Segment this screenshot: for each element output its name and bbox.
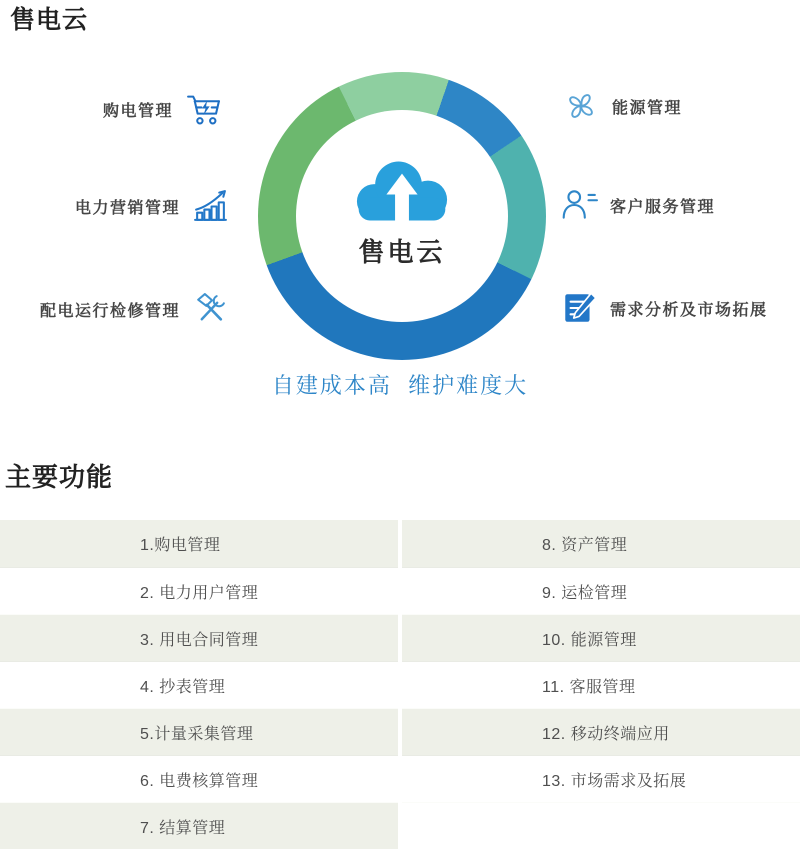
feature-energy-mgmt bbox=[562, 87, 682, 125]
feature-purchase-mgmt bbox=[103, 90, 222, 128]
feature-cell-left: 7. 结算管理 bbox=[0, 802, 398, 849]
growth-chart-icon bbox=[192, 188, 229, 225]
feature-cell-right: 8. 资产管理 bbox=[402, 520, 800, 567]
feature-cell-right: 9. 运检管理 bbox=[402, 567, 800, 614]
feature-cell-right: 12. 移动终端应用 bbox=[402, 708, 800, 755]
diagram-caption: 自建成本高 维护难度大 bbox=[271, 373, 529, 398]
feature-cell-left: 4. 抄表管理 bbox=[0, 661, 398, 708]
feature-label: 电力营销管理 bbox=[74, 199, 180, 217]
feature-cell-left: 1.购电管理 bbox=[0, 520, 398, 567]
ring-center-label: 售电云 bbox=[358, 237, 446, 267]
section-title: 主要功能 bbox=[5, 462, 114, 492]
feature-label: 能源管理 bbox=[612, 99, 683, 117]
feature-label: 需求分析及市场拓展 bbox=[610, 301, 768, 319]
feature-label: 购电管理 bbox=[102, 102, 173, 120]
feature-cell-left: 2. 电力用户管理 bbox=[0, 567, 398, 614]
feature-cell-left: 3. 用电合同管理 bbox=[0, 614, 398, 661]
cart-lightning-icon bbox=[185, 91, 222, 128]
feature-label: 客户服务管理 bbox=[610, 198, 716, 216]
feature-cell-left: 5.计量采集管理 bbox=[0, 708, 398, 755]
feature-label: 配电运行检修管理 bbox=[39, 302, 180, 320]
tools-icon bbox=[192, 291, 229, 328]
table-row bbox=[0, 614, 800, 661]
feature-cell-right: 11. 客服管理 bbox=[402, 661, 800, 708]
table-row bbox=[0, 708, 800, 755]
page-title: 售电云 bbox=[10, 6, 89, 34]
feature-marketing-mgmt bbox=[75, 187, 229, 225]
table-row bbox=[0, 520, 800, 567]
feature-demand-analysis bbox=[560, 289, 768, 327]
table-row bbox=[0, 802, 800, 849]
table-row bbox=[0, 661, 800, 708]
cloud-upload-icon bbox=[350, 156, 454, 226]
feature-cell-right: 10. 能源管理 bbox=[402, 614, 800, 661]
document-pencil-icon bbox=[560, 289, 598, 327]
feature-distribution-maintenance-mgmt bbox=[40, 290, 229, 328]
feature-cell-right bbox=[402, 802, 800, 849]
customer-icon bbox=[560, 186, 598, 224]
segmented-ring bbox=[258, 72, 546, 360]
table-row bbox=[0, 567, 800, 614]
features-table bbox=[0, 520, 800, 849]
feature-customer-service-mgmt bbox=[560, 186, 715, 224]
feature-cell-right: 13. 市场需求及拓展 bbox=[402, 755, 800, 802]
feature-cell-left: 6. 电费核算管理 bbox=[0, 755, 398, 802]
table-row bbox=[0, 755, 800, 802]
fan-icon bbox=[562, 87, 600, 125]
